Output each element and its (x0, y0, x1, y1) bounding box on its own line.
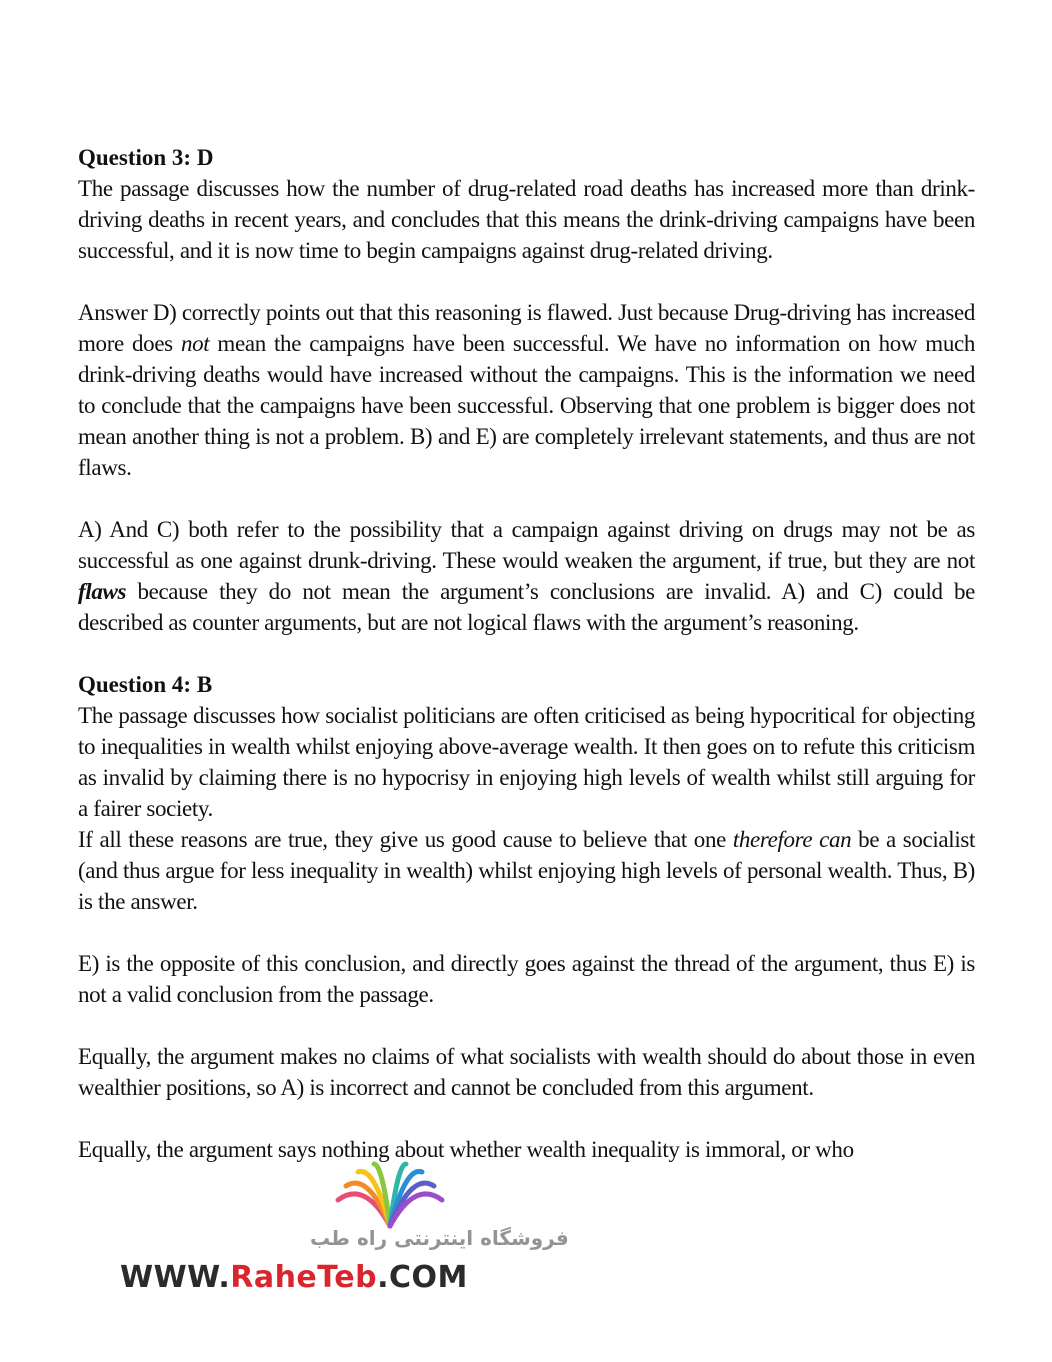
open-book-logo-icon (330, 1160, 450, 1232)
watermark-persian-text: فروشگاه اینترنتی راه طب (310, 1226, 569, 1250)
q3-paragraph-1: The passage discusses how the number of drug-related road deaths has increased more than drink-driving deaths in recent years, and concludes that this means the drink-driving campaigns have been successful, and it is now time to begin campaigns against drug-related driving. (78, 176, 975, 263)
q3-paragraph-2: Answer D) correctly points out that this reasoning is flawed. Just because Drug-driving has increased more does not mean the campaigns have been successful. We have no information on how much drink-driving deaths would have increased without the campaigns. This is the information we need to conclude that the campaigns have been successful. Observing that one problem is bigger does not mean another thing is not a problem. B) and E) are completely irrelevant statements, and thus are not flaws. (78, 300, 975, 480)
q4-paragraph-4: Equally, the argument makes no claims of what socialists with wealth should do about those in even wealthier positions, so A) is incorrect and cannot be concluded from this argument. (78, 1044, 975, 1100)
question-4-heading: Question 4: B (78, 672, 213, 697)
q4-paragraph-1: The passage discusses how socialist politicians are often criticised as being hypocritical for objecting to inequalities in wealth whilst enjoying above-average wealth. It then goes on to refute this criticism as invalid by claiming there is no hypocrisy in enjoying high levels of wealth whilst still arguing for a fairer society. (78, 703, 975, 821)
q4-paragraph-3: E) is the opposite of this conclusion, and directly goes against the thread of the argument, thus E) is not a valid conclusion from the passage. (78, 951, 975, 1007)
emphasis-therefore-can: therefore can (732, 827, 852, 852)
document-body (78, 142, 975, 1165)
watermark-url: WWW.RaheTeb.COM (120, 1260, 468, 1295)
question-3-heading: Question 3: D (78, 145, 214, 170)
q4-paragraph-2: If all these reasons are true, they give us good cause to believe that one therefore can be a socialist (and thus argue for less inequality in wealth) whilst enjoying high levels of personal wealth. Thus, B) is the answer. (78, 827, 976, 914)
q4-paragraph-5: Equally, the argument says nothing about whether wealth inequality is immoral, or who (78, 1137, 854, 1162)
emphasis-flaws: flaws (78, 579, 127, 604)
q3-paragraph-3: A) And C) both refer to the possibility that a campaign against driving on drugs may not be as successful as one against drunk-driving. These would weaken the argument, if true, but they are not flaws because they do not mean the argument’s conclusions are invalid. A) and C) could be described as counter arguments, but are not logical flaws with the argument’s reasoning. (78, 517, 975, 635)
raheteb-watermark (120, 1160, 569, 1300)
emphasis-not: not (180, 331, 210, 356)
